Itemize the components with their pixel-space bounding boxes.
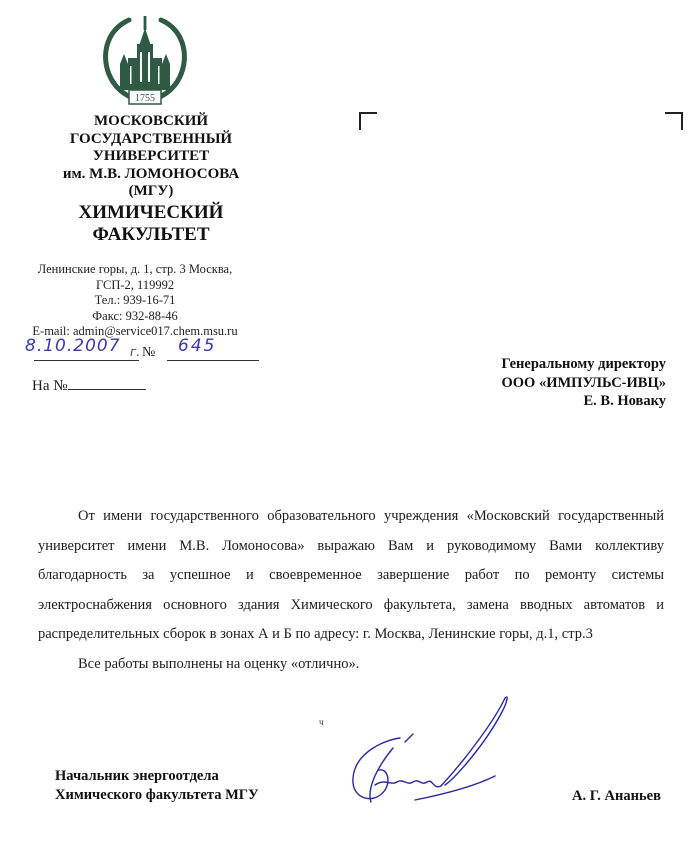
scan-mark: ч	[319, 717, 324, 727]
addressee-position: Генеральному директору	[501, 356, 666, 372]
signer-position-line: Химического факультета МГУ	[55, 787, 259, 803]
date-underline	[34, 360, 139, 361]
phone-line: Тел.: 939-16-71	[94, 293, 176, 307]
email-line: E-mail: admin@service017.chem.msu.ru	[32, 324, 238, 338]
postal-line: ГСП-2, 119992	[95, 277, 175, 292]
reference-underline	[68, 377, 146, 390]
org-line: МОСКОВСКИЙ	[93, 113, 209, 129]
address-line: Ленинские горы, д. 1, стр. 3 Москва,	[37, 262, 233, 276]
signer-position-line: Начальник энергоотдела	[55, 768, 219, 784]
signer-name: А. Г. Ананьев	[572, 788, 661, 804]
org-line: ГОСУДАРСТВЕННЫЙ	[69, 130, 233, 147]
signer-position	[55, 767, 259, 805]
addressee-block	[501, 355, 666, 411]
department-line: ХИМИЧЕСКИЙ	[78, 201, 224, 223]
msu-emblem-icon	[95, 8, 195, 108]
body-paragraph: От имени государственного образовательного учреждения «Московский государственный университет имени М.В. Ломоносова» выражаю Вам и руководимому Вами коллективу благодарность за успешное и своевременное завершение работ по ремонту системы электроснабжения основного здания Химического факультета, замена вводных автоматов и распределительных сборок в зонах А и Б по адресу: г. Москва, Ленинские горы, д.1, стр.3	[38, 508, 664, 642]
address-corner-mark-left	[359, 112, 377, 130]
org-line: (МГУ)	[128, 183, 174, 199]
number-underline	[167, 360, 259, 361]
registration-line	[22, 336, 252, 362]
emblem-year: 1755	[135, 93, 155, 104]
reference-line	[32, 377, 146, 395]
department-line: ФАКУЛЬТЕТ	[92, 223, 210, 245]
fax-line: Факс: 932-88-46	[92, 308, 178, 323]
address-corner-mark-right	[665, 112, 683, 130]
org-line: УНИВЕРСИТЕТ	[92, 148, 210, 164]
contact-info	[10, 262, 260, 340]
org-line: им. М.В. ЛОМОНОСОВА	[62, 165, 240, 182]
handwritten-signature-icon	[345, 690, 525, 815]
addressee-company: ООО «ИМПУЛЬС-ИВЦ»	[501, 374, 666, 391]
organization-name	[40, 113, 262, 245]
year-suffix: г.	[130, 345, 141, 359]
handwritten-date: 8.10.2007	[25, 336, 121, 356]
addressee-name: Е. В. Новаку	[583, 393, 666, 409]
number-label: №	[142, 345, 156, 360]
handwritten-number: 645	[178, 336, 217, 356]
body-paragraph: Все работы выполнены на оценку «отлично».	[78, 655, 360, 672]
reference-label: На №	[32, 378, 68, 394]
letter-body	[38, 502, 664, 679]
